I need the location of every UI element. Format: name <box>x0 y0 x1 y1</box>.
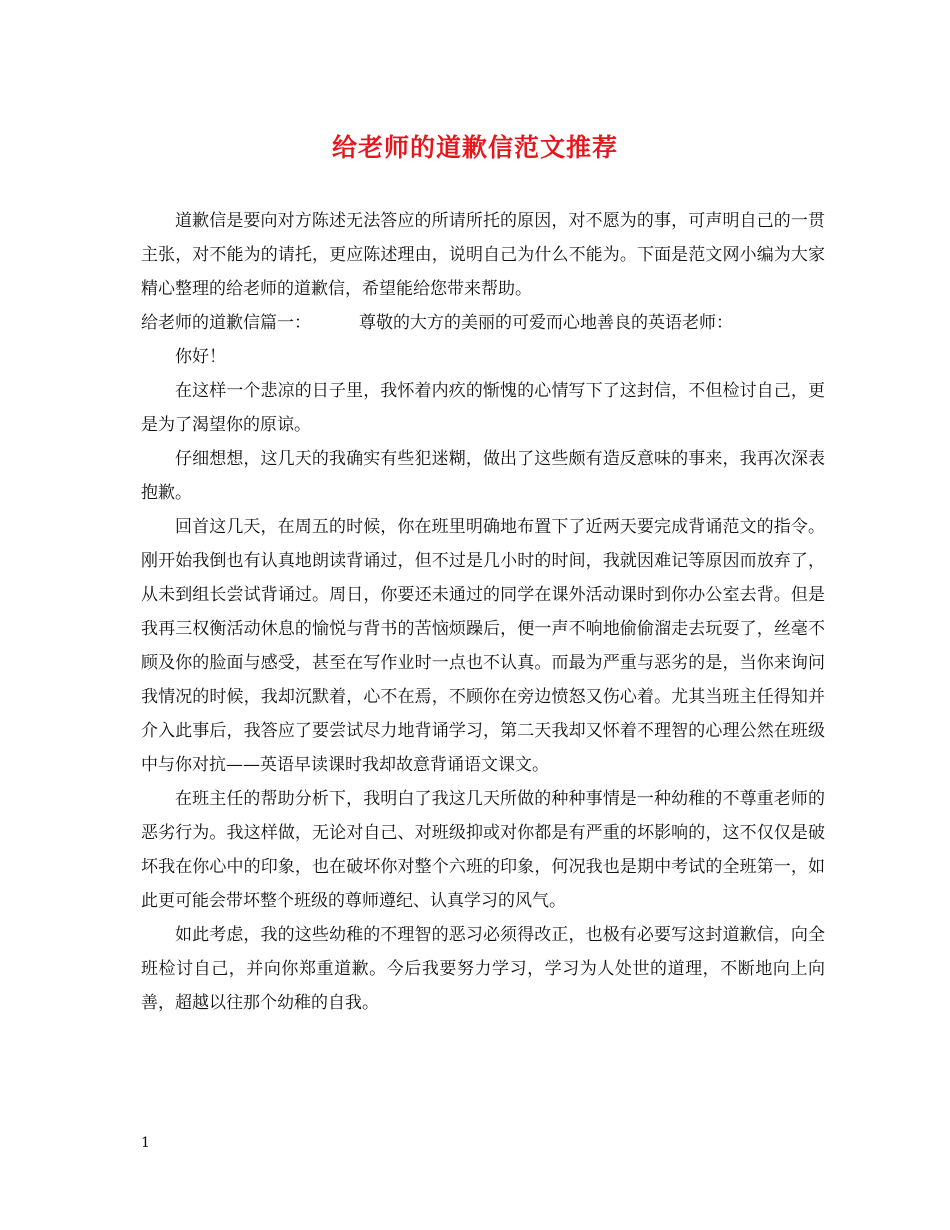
greeting: 你好！ <box>175 347 226 367</box>
page-number: 1 <box>141 1135 150 1151</box>
section-label: 给老师的道歉信篇一： <box>141 313 311 333</box>
letter-paragraph: 在这样一个悲凉的日子里，我怀着内疚的惭愧的心情写下了这封信，不但检讨自己，更是为了渴望你的原谅。 <box>141 381 825 435</box>
document-body <box>141 204 825 1020</box>
letter-paragraph: 如此考虑，我的这些幼稚的不理智的恶习必须得改正，也极有必要写这封道歉信，向全班检讨自己，并向你郑重道歉。今后我要努力学习，学习为人处世的道理，不断地向上向善，超越以往那个幼稚的自我。 <box>141 925 825 1013</box>
document-title: 给老师的道歉信范文推荐 <box>331 133 618 162</box>
letter-paragraph: 回首这几天，在周五的时候，你在班里明确地布置下了近两天要完成背诵范文的指令。刚开始我倒也有认真地朗读背诵过，但不过是几小时的时间，我就因难记等原因而放弃了，从未到组长尝试背诵过。周日，你要还未通过的同学在课外活动课时到你办公室去背。但是我再三权衡活动休息的愉悦与背书的苦恼烦躁后，便一声不响地偷偷溜走去玩耍了，丝毫不顾及你的脸面与感受，甚至在写作业时一点也不认真。而最为严重与恶劣的是，当你来询问我情况的时候，我却沉默着，心不在焉，不顾你在旁边愤怒又伤心着。尤其当班主任得知并介入此事后，我答应了要尝试尽力地背诵学习，第二天我却又怀着不理智的心理公然在班级中与你对抗——英语早读课时我却故意背诵语文课文。 <box>141 517 825 775</box>
intro-paragraph: 道歉信是要向对方陈述无法答应的所请所托的原因，对不愿为的事，可声明自己的一贯主张，对不能为的请托，更应陈述理由，说明自己为什么不能为。下面是范文网小编为大家精心整理的给老师的道歉信，希望能给您带来帮助。 <box>141 211 825 299</box>
section-heading-line <box>141 306 825 340</box>
salutation: 尊敬的大方的美丽的可爱而心地善良的英语老师： <box>359 313 733 333</box>
letter-paragraph: 在班主任的帮助分析下，我明白了我这几天所做的种种事情是一种幼稚的不尊重老师的恶劣行为。我这样做，无论对自己、对班级抑或对你都是有严重的坏影响的，这不仅仅是破坏我在你心中的印象，也在破坏你对整个六班的印象，何况我也是期中考试的全班第一，如此更可能会带坏整个班级的尊师遵纪、认真学习的风气。 <box>141 789 825 911</box>
letter-paragraph: 仔细想想，这几天的我确实有些犯迷糊，做出了这些颇有造反意味的事来，我再次深表抱歉。 <box>141 449 825 503</box>
